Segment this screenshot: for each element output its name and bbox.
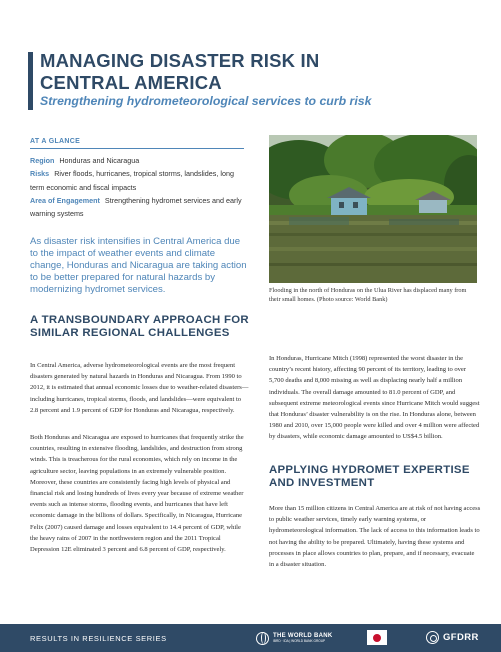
region-label: Region (30, 156, 55, 165)
engagement-label: Area of Engagement (30, 195, 100, 205)
at-a-glance-box (30, 154, 248, 220)
intro-paragraph: As disaster risk intensifies in Central America due to the impact of weather events and climate change, Honduras and Nicaragua are taking action to be better prepared for natural hazards by modernizing hydromet services. (30, 236, 247, 295)
title-accent-bar (28, 52, 33, 110)
series-label: RESULTS IN RESILIENCE SERIES (30, 634, 167, 643)
footer-bar (0, 624, 501, 652)
flood-photo (269, 135, 477, 283)
glance-risks (30, 167, 248, 194)
section1-paragraph-2: Both Honduras and Nicaragua are exposed to hurricanes that frequently strike the countries, resulting in extensive flooding, landslides, and destruction from strong winds. This is treacherous for the rural economies, which rely on income in the agriculture sector, leaving populations in an extremely vulnerable position. Moreover, these countries are consistently facing high levels of physical and financial risk and losing hundreds of lives every year because of extreme weather events such as intense storms, flooding events, and hurricanes that have left economic damage in the billions of dollars. Specifically, in Nicaragua, Hurricane Felix (2007) caused damage and losses equivalent to 14.4 percent of GDP, while the heavy rains of 2007 in the northwestern region and the 2011 Tropical Depression 12E eliminated 3 percent and 6.8 percent of GDP, respectively. (30, 434, 244, 554)
at-a-glance-heading: AT A GLANCE (30, 138, 244, 149)
flood-photo-illustration (269, 135, 477, 283)
photo-caption: Flooding in the north of Honduras on the Ulua River has displaced many from their small homes. (Photo source: World Bank) (269, 287, 467, 303)
world-bank-logo (256, 630, 333, 646)
engagement-value: Strengthening hydromet services and early warning systems (30, 195, 242, 219)
risks-value: River floods, hurricanes, tropical storms, landslides, long term economic and fiscal impacts (30, 169, 234, 192)
glance-region (30, 154, 248, 167)
section-heading-transboundary: A TRANSBOUNDARY APPROACH FOR SIMILAR REGIONAL CHALLENGES (30, 314, 249, 339)
section1-paragraph-1: In Central America, adverse hydrometeorological events are the most frequent disasters generated by natural hazards in Honduras and Nicaragua. From 1990 to 2012, it is estimated that annual economic losses due to weather-related disasters—including hurricanes, tropical storms, floods, and landslides—were equivalent to 2.8 percent and 1.9 percent of GDP for Honduras and Nicaragua, respectively. (30, 362, 249, 414)
world-bank-name: THE WORLD BANK (273, 633, 333, 639)
region-value: Honduras and Nicaragua (59, 156, 140, 165)
title-line-1: MANAGING DISASTER RISK IN (40, 50, 320, 71)
page-title (40, 50, 480, 94)
gfdrr-icon (426, 631, 439, 644)
section2-paragraph-1: More than 15 million citizens in Central America are at risk of not having access to public weather services, timely early warning systems, or hydrometeorological information. The lack of access to this information leads to not having the ability to be prepared. Ultimately, having these systems and processes in place allows countries to plan, prepare, and if necessary, evacuate in a disaster situation. (269, 505, 481, 569)
world-bank-subtext: IBRD · IDA | WORLD BANK GROUP (273, 639, 326, 643)
risks-label: Risks (30, 169, 50, 179)
page-subtitle: Strengthening hydrometeorological services to curb risk (40, 94, 372, 108)
section1-paragraph-3: In Honduras, Hurricane Mitch (1998) represented the worst disaster in the country’s recent history, affecting 90 percent of its territory, leading to over 5,700 deaths and 8,000 missing as well as displacing nearly half a million individuals. The overall damage amounted to 81.0 percent of GDP, and subsequent extreme meteorological events since Hurricane Mitch would suggest that Honduras’ disaster vulnerability is on the rise. In Honduras alone, between 1980 and 2010, over 15,000 people were killed and over 4 million were affected by disasters, while economic damage amounted to US$4.5 billion. (269, 355, 480, 441)
world-bank-globe-icon (256, 632, 269, 645)
title-line-2: CENTRAL AMERICA (40, 72, 222, 93)
glance-engagement (30, 194, 248, 221)
gfdrr-name: GFDRR (443, 632, 479, 643)
gfdrr-logo (426, 631, 479, 644)
japan-flag-icon (367, 630, 387, 645)
section-heading-hydromet: APPLYING HYDROMET EXPERTISE AND INVESTMENT (269, 464, 470, 489)
